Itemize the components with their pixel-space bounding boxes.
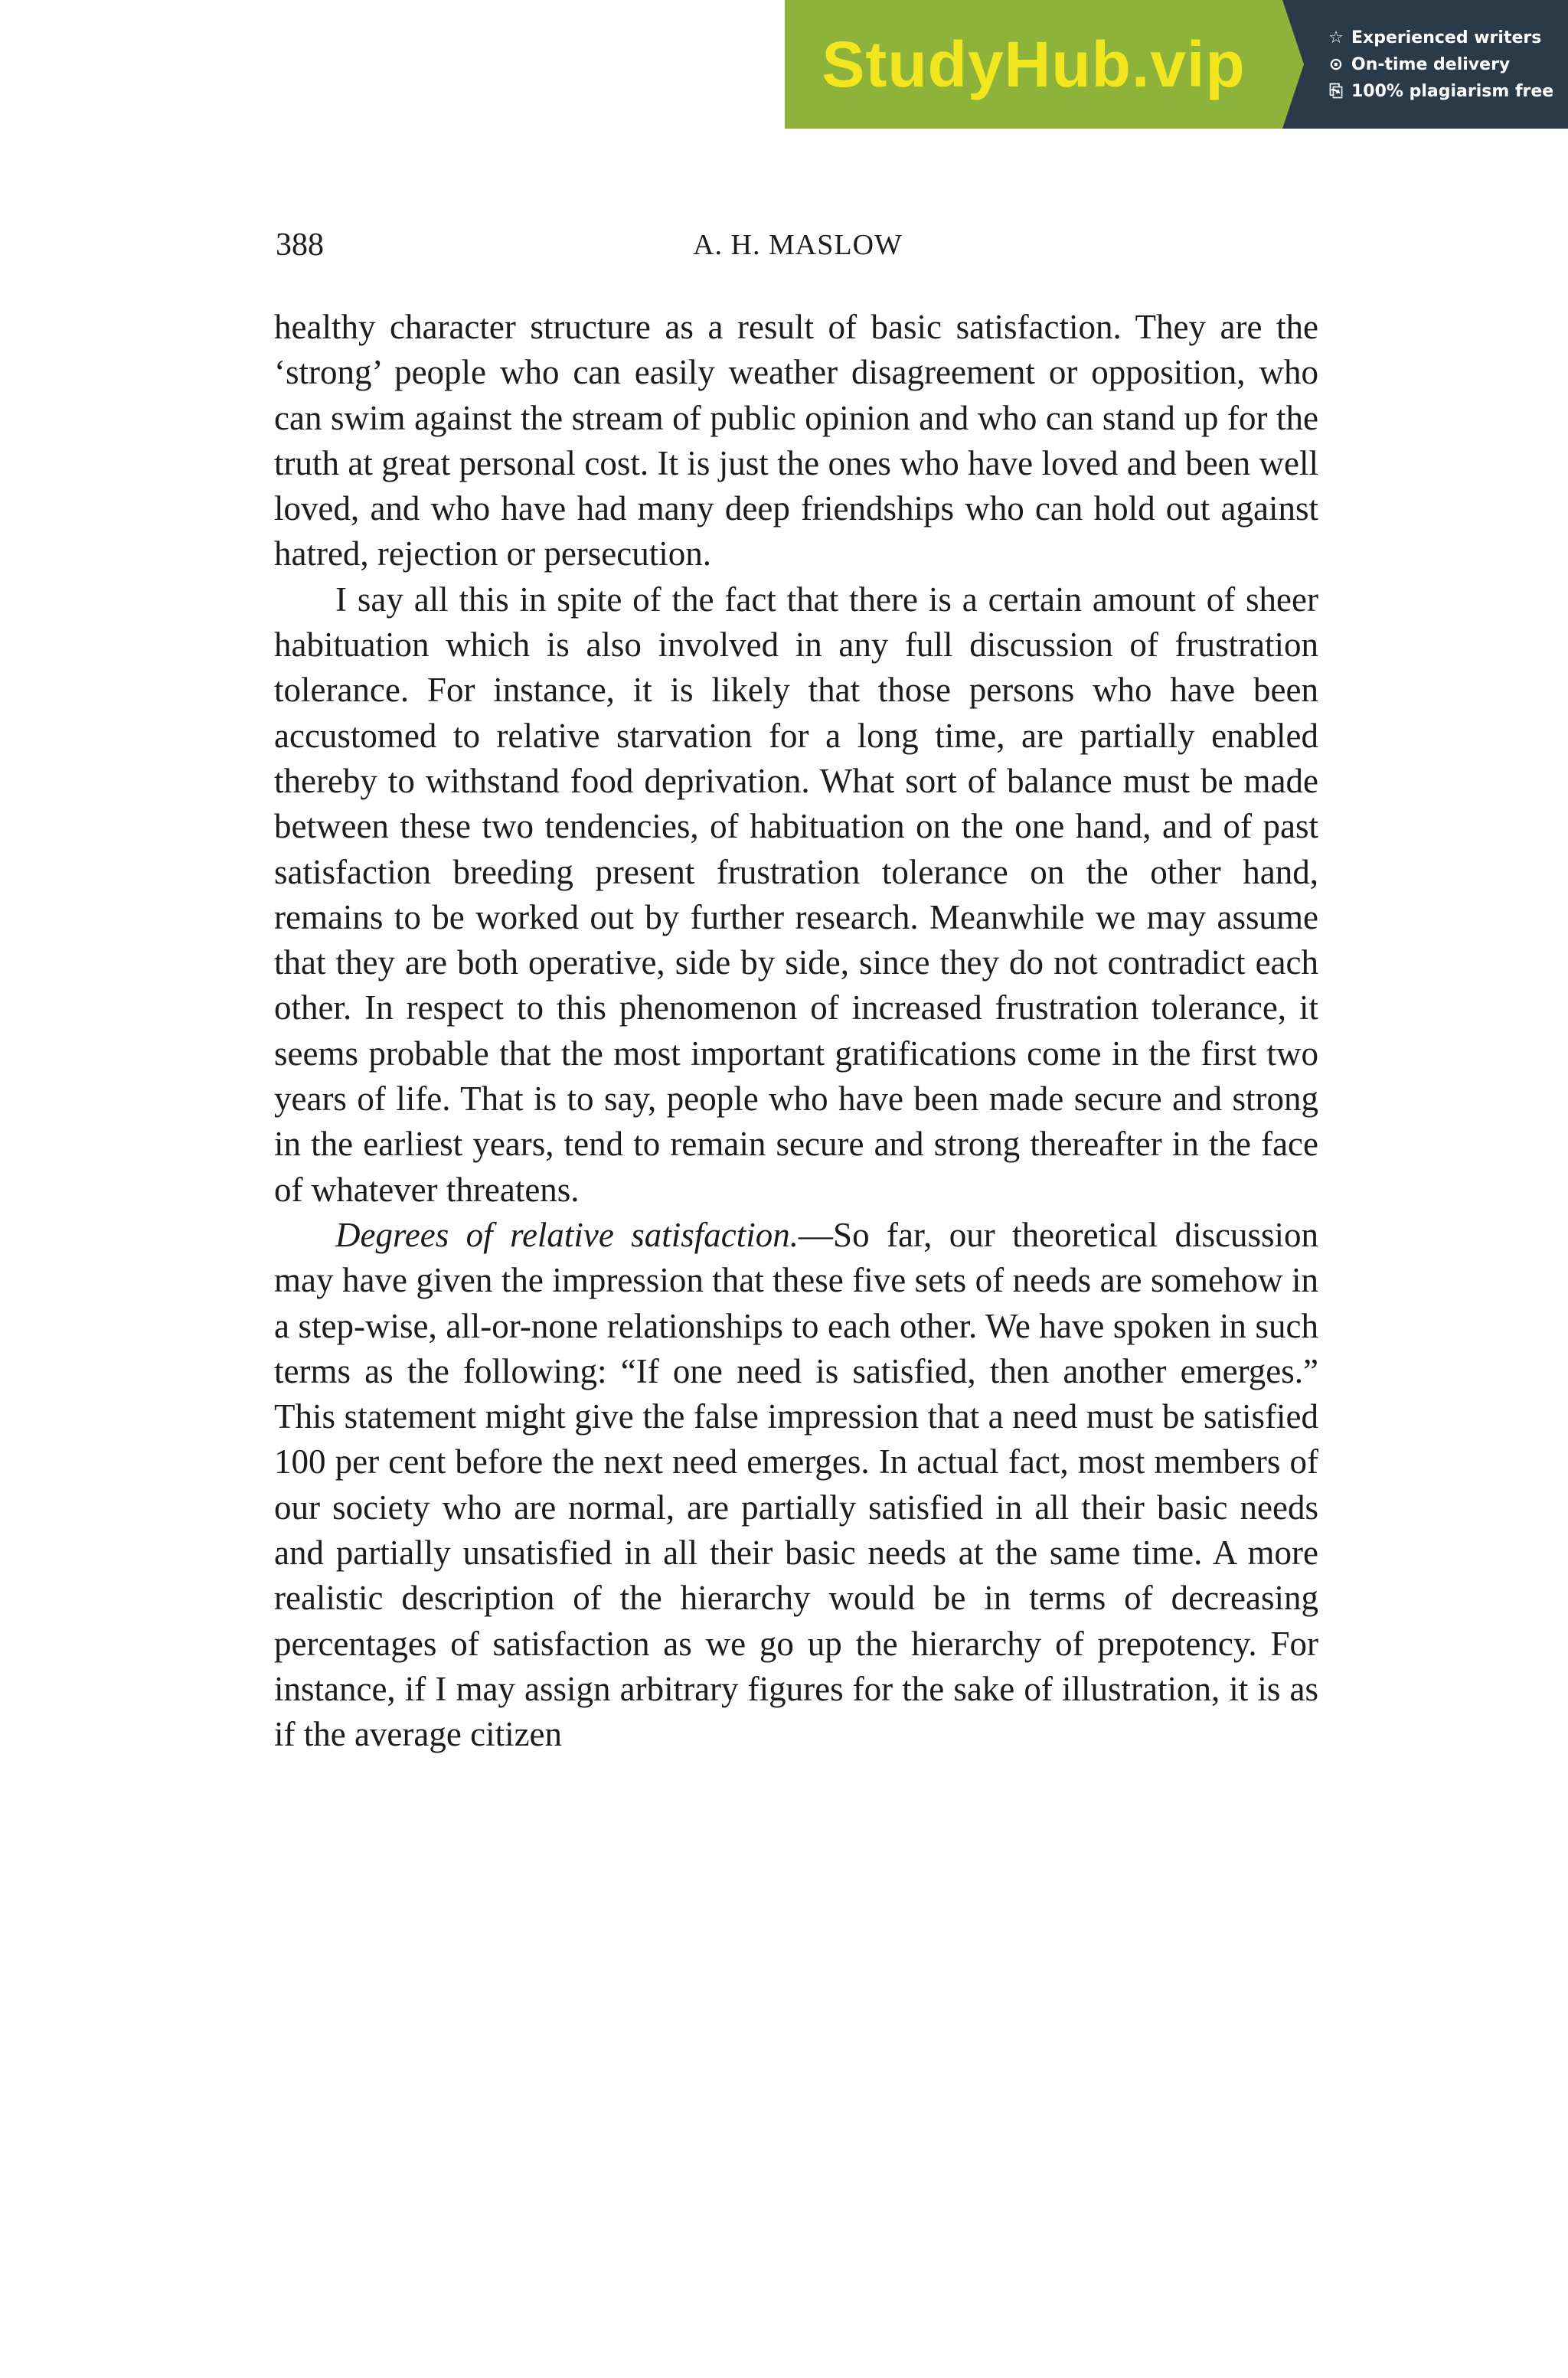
logo-text: StudyHub.vip xyxy=(822,28,1246,100)
feature-plagiarism-free xyxy=(1327,82,1568,101)
studyhub-logo[interactable] xyxy=(785,0,1282,129)
paragraph-2: I say all this in spite of the fact that there is a certain amount of sheer habituation which is also involved in any full discussion of frustration tolerance. For instance, it is likely that those persons who have been accustomed to relative starvation for a long time, are partially enabled thereby to withstand food deprivation. What sort of balance must be made between these two tendencies, of habituation on the one hand, and of past satisfaction breeding present frustration tolerance on the other hand, remains to be worked out by further research. Meanwhile we may assume that they are both operative, side by side, since they do not contradict each other. In respect to this phenomenon of increased frustration tolerance, it seems probable that the most important gratifications come in the first two years of life. That is to say, people who have been made secure and strong in the earliest years, tend to remain secure and strong thereafter in the face of whatever threatens. xyxy=(274,580,1318,1209)
section-heading: Degrees of relative satisfaction. xyxy=(335,1215,799,1254)
running-title: A. H. MASLOW xyxy=(693,229,903,261)
paragraph-3 xyxy=(274,1213,1318,1758)
feature-on-time-delivery xyxy=(1327,55,1568,74)
feature-label: Experienced writers xyxy=(1351,28,1542,47)
running-head xyxy=(276,227,1320,266)
body-text xyxy=(274,305,1318,1758)
advertisement-banner[interactable] xyxy=(785,0,1568,129)
feature-label: 100% plagiarism free xyxy=(1351,81,1554,101)
feature-label: On-time delivery xyxy=(1351,54,1511,74)
feature-experienced-writers xyxy=(1327,28,1568,47)
page-number: 388 xyxy=(276,227,324,263)
paragraph-1: healthy character structure as a result of basic satisfaction. They are the ‘strong’ people who can easily weather disagreement or opposition, who can swim against the stream of public opinion and who can stand up for the truth at great personal cost. It is just the ones who have loved and been well loved, and who have had many deep friendships who can hold out against hatred, rejection or persecution. xyxy=(274,308,1318,573)
document-icon: ⎘ xyxy=(1329,81,1343,101)
banner-features xyxy=(1282,0,1568,129)
paragraph-3-text: —So far, our theoretical discussion may have given the impression that these five sets of needs are somehow in a step-wise, all-or-none relationships to each other. We have spoken in such terms as the following: “If one need is satisfied, then another emerges.” This statement might give the false impression that a need must be satisfied 100 per cent before the next need emerges. In actual fact, most members of our society who are normal, are partially satisfied in all their basic needs and partially unsatisfied in all their basic needs at the same time. A more realistic description of the hierarchy would be in terms of decreasing percentages of satisfaction as we go up the hierarchy of prepotency. For instance, if I may assign arbitrary figures for the sake of illustration, it is as if the average citizen xyxy=(274,1215,1318,1754)
star-icon: ☆ xyxy=(1328,28,1344,47)
clock-icon: ⊙ xyxy=(1328,54,1344,74)
